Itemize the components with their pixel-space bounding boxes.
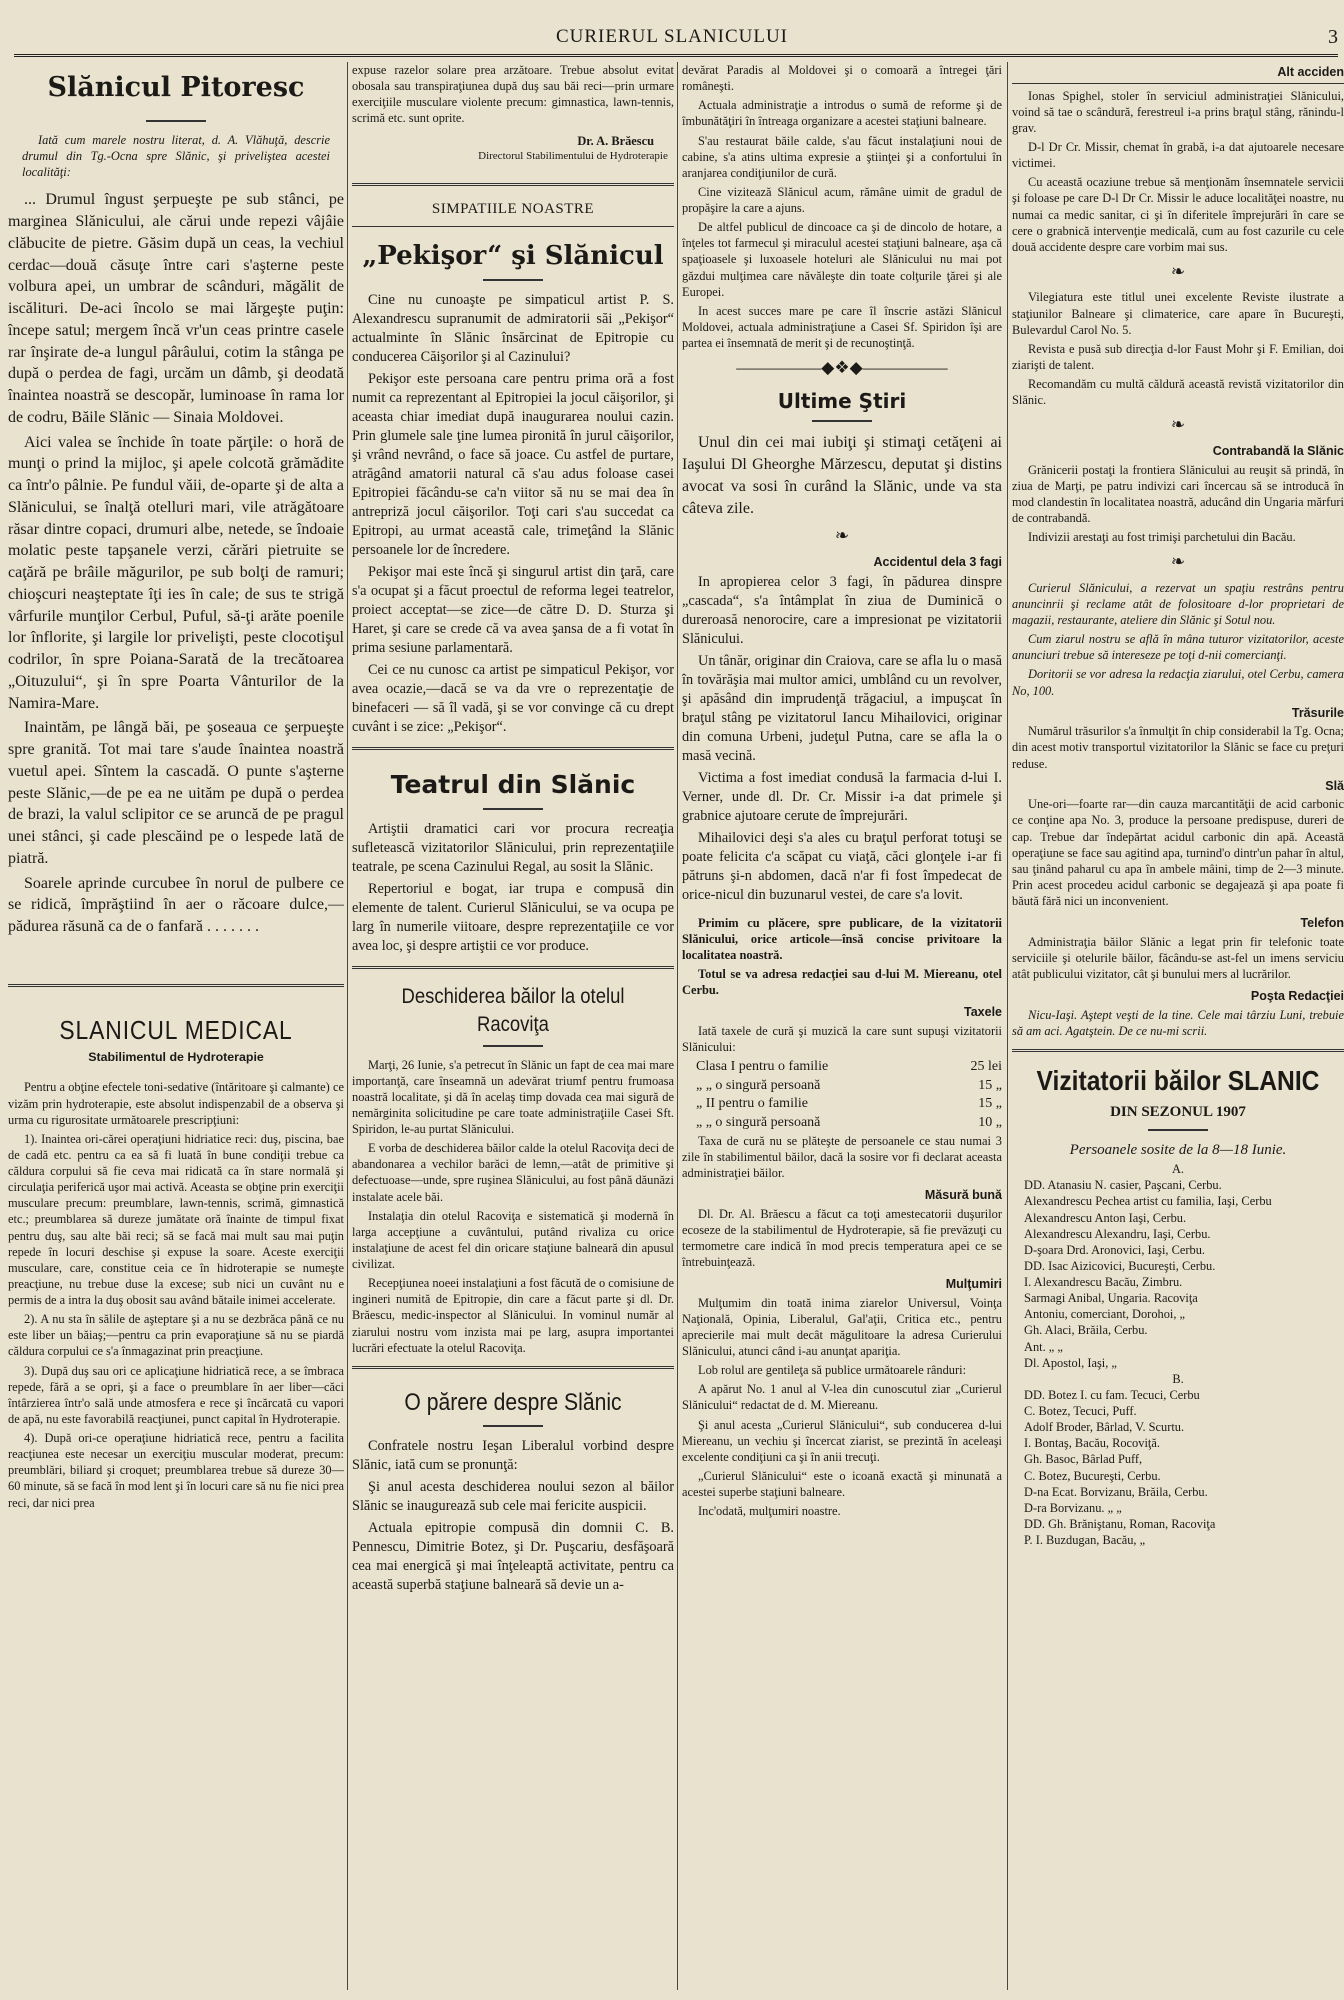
title-dash	[483, 1425, 543, 1427]
list-item: Gh. Alaci, Brăila, Cerbu.	[1024, 1323, 1148, 1338]
list-item: Alexandrescu Alexandru, Iaşi, Cerbu.	[1024, 1226, 1211, 1241]
visitor-list-a	[1012, 1177, 1344, 1371]
parere-continuation: In acest succes mare pe care îl înscrie astăzi Slănicul Moldovei, actuala administraţiune a Casei Sf. Spiridon îşi are partea ei însemnată de merit şi de recunoştinţă.	[682, 303, 1002, 350]
contrabanda-heading: Contrabandă la Slănic	[1212, 443, 1344, 458]
multumiri-paragraph: „Curierul Slănicului“ este o icoană exactă şi minunată a acestei superbe staţiuni balneare.	[682, 1468, 1002, 1499]
list-item: Antoniu, comerciant, Dorohoi, „	[1024, 1307, 1186, 1322]
title-dash	[483, 279, 543, 281]
ornament-rule: —————◆❖◆—————	[736, 358, 948, 378]
slanic-paragraph: Une-ori—foarte rar—din cauza marcantităţii de acid carbonic ce conţine apa No. 3, produce la persoane predispuse, dureri de cap. Trebue dar îndepărtat acidul carbonic din apă. Această operaţiune se face sau agitind apa, turnind'o dintr'un pahar în altul, sau ţinând paharul cu apa în ambele mâini, timp de 2—3 minute. Prin acest procedeu acidul carbonic se degajează şi apa poate fi băută fără nici un inconvenient.	[1012, 797, 1344, 909]
list-item: I. Alexandrescu Bacău, Zimbru.	[1024, 1275, 1183, 1290]
newspaper-title: CURIERUL SLANICULUI	[555, 26, 789, 47]
vilegiatura-paragraph: Vilegiatura este titlul unei excelente Reviste ilustrate a staţiunilor Balneare şi climaterice, care apare în Bucureşti, Bulevardul Carol No. 5.	[1012, 290, 1344, 337]
table-row: „ II pentru o familie 15 „	[696, 1096, 1002, 1112]
racovita-paragraph: Marţi, 26 Iunie, s'a petrecut în Slănic un fapt de cea mai mare importanţă, care înseamnă un adevărat triumf pentru frumoasa noastră localitate, şi dă în acelaş timp dovada cea mai sigură de nemărginita solicitudine pe care toate administraţiile Casei Sft. Spiridon, le-au purtat Slănicului.	[352, 1057, 674, 1137]
pekisor-paragraph: Pekişor mai este încă şi singurul artist din ţară, care s'a ocupat şi a făcut proectul de reforma legei teatrelor, proiect acceptat—se zice—de către D. D. Sturza şi Haret, şi care se crede că va avea şansa de a fi votat în prima sesiune parlamentară.	[352, 564, 674, 657]
alt-accident-paragraph: Cu această ocaziune trebue să menţionăm însemnatele servicii şi foloase pe care D-l Dr Cr. Missir le aduce localităţei noastre, nu numai ca medic sanitar, ci şi în diferitele împrejurări în care se cere o grabnică intervenţie medicală, cum au fost cazurile cu cele două accidente despre care vorbim mai sus.	[1012, 175, 1344, 254]
medical-paragraph: 3). După duş sau ori ce aplicaţiune hidriatică rece, a se îmbraca repede, fără a se opri, şi a face o preumblare în aer liber—căci întârzierea într'o sală unde atmosfera e rece şi încărcată cu vapori de apă, nu este favorabilă reacţiunei, punct capital în Hydroterapie.	[8, 1363, 344, 1426]
multumiri-paragraph: Lob rolul are gentileţa să publice următoarele rânduri:	[698, 1363, 967, 1378]
section-label: SIMPATIILE NOASTRE	[431, 200, 595, 217]
list-item: D-şoara Drd. Aronovici, Iaşi, Cerbu.	[1024, 1242, 1205, 1257]
pekisor-paragraph: Cine nu cunoaşte pe simpaticul artist P. S. Alexandrescu supranumit de admiratorii săi „Pekişor“ actualminte în Slănic însărcinat de Epitropie cu conducerea Căişorilor şi al Cazinului?	[352, 292, 674, 366]
medical-paragraph: 4). După ori-ce operaţiune hidriatică rece, pentru a facilita reacţiunea este necesar un exerciţiu muscular moderat, precum: preumblări, biliard şi croquet; preumblarea trebue să dureze 30—60 minute, să se facă în mod lent şi în locuri care să nu fie nici prea reci, dar nici prea	[8, 1431, 344, 1510]
accident-paragraph: Mihailovici deşi s'a ales cu braţul perforat totuşi se poate felicita c'a scăpat cu viaţă, căci glonţele i-ar fi pătruns şi-n abdomen, dacă n'ar fi fost împedecat de orice-nicul din buzunarul vestei, de care s'a lovit.	[682, 829, 1002, 903]
table-row: „ „ o singură persoană 15 „	[696, 1077, 1002, 1093]
taxe-intro: Iată taxele de cură şi muzică la care sunt supuşi vizitatorii Slănicului:	[682, 1023, 1002, 1054]
trasurile-heading: Trăsurile	[1291, 705, 1344, 720]
vilegiatura-paragraph: Recomandăm cu multă căldură această revistă vizitatorilor din Slănic.	[1012, 377, 1344, 408]
visitor-list-b	[1012, 1387, 1344, 1548]
column-divider	[347, 62, 348, 1990]
parere-paragraph: Actuala epitropie compusă din domnii C. B. Pennescu, Dimitrie Botez, şi Dr. Puşcariu, desfăşoară cea mai energică şi mai înţeleaptă activitate, pentru ca această superbă staţiune balneară să devie un a-	[352, 1519, 674, 1593]
parere-paragraph: Confratele nostru Ieşan Liberalul vorbind despre Slănic, iată cum se pronunţă:	[352, 1437, 674, 1473]
list-item: Gh. Basoc, Bârlad Puff,	[1024, 1452, 1143, 1467]
list-item: Alexandrescu Anton Iaşi, Cerbu.	[1024, 1210, 1187, 1225]
section-separator	[352, 183, 674, 186]
pekisor-paragraph: Cei ce nu cunosc ca artist pe simpaticul Pekişor, vor avea ocazie,—dacă se va da vre o reprezentaţie de binefaceri — să îl vadă, şi se vor convinge că cu drept cuvânt i se zice: „Pekişor“.	[352, 662, 674, 736]
article-title-vizitatorii: Vizitatorii băilor SLANIC	[1036, 1065, 1320, 1097]
alt-accident-paragraph: Ionas Spighel, stoler în serviciul administraţiei Slănicului, voind să tae o scândură, ferestreul i-a prins braţul stâng, rănindu-l grav.	[1012, 88, 1344, 135]
article-title-parere: O părere despre Slănic	[404, 1388, 622, 1416]
parere-continuation: S'au restaurat băile calde, s'au făcut instalaţiuni noui de cabine, s'a atins ultima expresie a ştiinţei şi a confortului în aranjarea condiţiunilor de cură.	[682, 133, 1002, 180]
teatrul-paragraph: Repertoriul e bogat, iar trupa e compusă din elemente de talent. Curierul Slănicului, se va ocupa pe larg în numerile viitoare, despre reprezentaţiile ce vor avea loc, şi despre artiştii ce vor produce.	[352, 880, 674, 954]
multumiri-paragraph: Inc'odată, mulţumiri noastre.	[698, 1504, 841, 1519]
page-number: 3	[1328, 26, 1338, 48]
medical-subtitle: Stabilimentul de Hydroterapie	[88, 1050, 264, 1065]
racovita-paragraph: Recepţiunea noeei instalaţiuni a fost făcută de o comisiune de ingineri numită de Epitropie, din care a făcut parte şi dl. Dr. Brăescu, medic-inspector al Slănicului. In vominul număr al ziarului nostru vom inzista mai pe larg, asupra importantei lucrări efectuate la otelul Racoviţa.	[352, 1276, 674, 1355]
medical-paragraph: Pentru a obţine efectele toni-sedative (întăritoare şi calmante) ce vizăm prin hydroterapie, este absolut indispenzabil de a observa şi urma cu rigurositate următoarele prescripţiuni:	[8, 1080, 344, 1127]
list-item: Dl. Apostol, Iaşi, „	[1024, 1355, 1117, 1370]
list-item: C. Botez, Bucureşti, Cerbu.	[1024, 1468, 1161, 1483]
telefon-heading: Telefon	[1300, 916, 1344, 931]
list-item: C. Botez, Tecuci, Puff.	[1024, 1404, 1137, 1419]
rezervat-paragraph: Doritorii se vor adresa la redacţia ziarului, otel Cerbu, camera No, 100.	[1012, 667, 1344, 698]
column-3	[682, 62, 1002, 1992]
racovita-paragraph: E vorba de deschiderea băilor calde la otelul Racoviţa deci de abandonarea a vechilor barăci de lemn,—atât de primitive şi defectuoase—unde, spre ruşinea Slănicului, au fost până dăunăzi instalate acele băi.	[352, 1141, 674, 1204]
list-item: DD. Atanasiu N. casier, Paşcani, Cerbu.	[1024, 1178, 1222, 1193]
section-separator	[352, 747, 674, 750]
alt-accident-paragraph: D-l Dr Cr. Missir, chemat în grabă, i-a dat ajutoarele necesare victimei.	[1012, 140, 1344, 171]
posta-heading: Poşta Redacţiei	[1250, 989, 1344, 1004]
multumiri-heading: Mulţumiri	[945, 1277, 1002, 1291]
multumiri-paragraph: Şi anul acesta „Curierul Slănicului“, sub conducerea d-lui Miereanu, un vechiu şi încercat ziarist, se prezintă în aceleaşi excelente condiţiuni ca şi în anii trecuţi.	[682, 1417, 1002, 1464]
section-separator	[352, 1366, 674, 1369]
list-item: DD. Isac Aizicovici, Bucureşti, Cerbu.	[1024, 1258, 1216, 1273]
medical-paragraph: 2). A nu sta în sălile de aşteptare şi a nu se dezbrăca până ce nu este liber un băiaş;—pentru ca prin evaporaţiune să nu se piardă căldura corpului ce s'a înmagazinat prin preacţiune.	[8, 1312, 344, 1359]
rezervat-paragraph: Curierul Slănicului, a rezervat un spaţiu restrâns pentru anuncinrii şi reclame atât de folositoare d-lor proprietari de magazii, restaurante, ateliere din Slănic şi Sotul nou.	[1012, 580, 1344, 628]
posta-paragraph: Nicu-Iaşi. Aştept veşti de la tine. Cele mai târziu Luni, trebuie să am aci. Agatştein. De ce nu-mi scrii.	[1012, 1007, 1344, 1038]
title-dash	[812, 420, 872, 422]
pitoresc-paragraph: Aici valea se închide în toate părţile: o horă de munţi o prind la mijloc, şi apele colcotă grămădite ca într'o pâlnie. Pe fundul văii, de-oparte şi de alta a Slănicului, se înalţă otelluri mari, vile atrăgătoare răsar dintre copaci, drumuri albe, netede, se îndoaie molatic peste tapşanele verzi, cărări pietruite se caţără pe brâile măgurilor, pe sub bolţi de ramuri; chioşcuri neaşteptate îţi ies în cale; de sus te strigă vârfurile munţilor Cerbul, Puful, să-ţi arăte poenile lor înflorite, şi largile lor privelişti, peste clocotişul codrilor, în spre Poiana-Sarată de la trecătoarea „Oituzului“, şi în spre Poarta Vânturilor de la Namira-Mare.	[8, 433, 344, 712]
teatrul-paragraph: Artiştii dramatici cari vor procura recreaţia sufletească vizitatorilor Slănicului, prin reprezentaţiile teatrale, pe scena Cazinului Regal, au sosit la Slănic.	[352, 820, 674, 875]
ornament-icon: ❧	[834, 526, 850, 546]
article-title-pekisor: „Pekişor“ şi Slănicul	[362, 240, 664, 271]
list-item: I. Bontaş, Bacău, Rocoviţă.	[1024, 1436, 1160, 1451]
masura-heading: Măsură bună	[924, 1187, 1002, 1202]
list-item: Sarmagi Anibal, Ungaria. Racoviţa	[1024, 1291, 1198, 1306]
vizitatorii-subtitle: DIN SEZONUL 1907	[1110, 1104, 1246, 1121]
group-letter: A.	[1171, 1162, 1185, 1177]
trasurile-paragraph: Numărul trăsurilor s'a înmulţit în chip considerabil la Tg. Ocna; din acest motiv transportul vizitatorilor la Slănic se face cu preţuri reduse.	[1012, 724, 1344, 771]
parere-paragraph: Şi anul acesta deschiderea noului sezon al băilor Slănic se inaugurează sub cele mai fericite auspicii.	[352, 1478, 674, 1514]
list-item: Adolf Broder, Bârlad, V. Scurtu.	[1024, 1420, 1185, 1435]
ultime-paragraph: Unul din cei mai iubiţi şi stimaţi cetăţeni ai Iaşului Dl Gheorghe Mărzescu, deputat şi distins avocat va sosi în curând la Slănic, unde va sta câteva zile.	[682, 434, 1002, 517]
pitoresc-paragraph: Soarele aprinde curcubee în norul de pulbere ce se ridică, împrăştiind în aer o răcoare dulce,—pădurea răsună ca de o fanfară . . . . . . .	[8, 874, 344, 936]
column-2	[352, 62, 674, 1992]
column-divider	[1007, 62, 1008, 1990]
article-title-racovita: Deschiderea băilor la otelul Racoviţa	[401, 984, 625, 1036]
notice-paragraph: Totul se va adresa redacţiei sau d-lui M. Miereanu, otel Cerbu.	[682, 966, 1002, 998]
vilegiatura-paragraph: Revista e pusă sub direcţia d-lor Faust Mohr şi F. Emilian, doi ziarişti de talent.	[1012, 341, 1344, 372]
multumiri-paragraph: Mulţumim din toată inima ziarelor Universul, Voinţa Naţională, Opinia, Liberalul, Gal'aţii, Critica etc., pentru aprecierile mai mult decât măgulitoare la adresa Curierului Slănicului, atunci când i-au anunţat apariţia.	[682, 1295, 1002, 1358]
taxe-outro: Taxa de cură nu se plăteşte de persoanele ce stau numai 3 zile în stabilimentul băilor, dacă la sosire vor fi declarat aceasta administraţiei băilor.	[682, 1133, 1002, 1180]
rezervat-paragraph: Cum ziarul nostru se află în mâna tuturor vizitatorilor, aceste anunciuri trebue să intereseze pe toţi d-nii comercianţi.	[1012, 632, 1344, 663]
list-item: D-ra Borvizanu. „ „	[1024, 1500, 1122, 1515]
column-1	[8, 62, 344, 1992]
accident-paragraph: Victima a fost imediat condusă la farmacia d-lui I. Verner, unde dl. Dr. Cr. Missir i-a dat primele şi grabnice ajutoare cerute de împrejurări.	[682, 769, 1002, 824]
column-4	[1012, 62, 1344, 1992]
group-letter: B.	[1172, 1371, 1184, 1386]
pekisor-paragraph: Pekişor este persoana care pentru prima oră a fost numit ca reprezentant al Epitropiei la jocul căişorilor, şi aceasta chiar imediat după inaugurarea noului cazin. Prin glumele sale ţine lumea pironită în jurul căişorilor, şi vrând nevrând, o face să joace. Cu astfel de purtare, atrăgând amatorii natural că s'au adus foloase casei Epitropiei făcându-se ca'n viitor să nu se mai dea în antrepriză jocul căişorilor. Toţi cari s'au succedat ca Epitropi, au urmat această cale, trimeţând la Slănic persoanele lor de încredere.	[352, 371, 674, 559]
pitoresc-paragraph: ... Drumul îngust şerpueşte pe sub stânci, pe marginea Slănicului, ale cărui unde repezi vâjâie clăbucite de pietre. Găsim după un ceas, la vechiul cerdac—două căsuţe între cari s'aşterne peste volbura apei, un umbrar de scânduri, măgălit de iscălituri. De-aci încolo se mai lărgeşte puţin: începe satul; mergem încă vr'un ceas printre casele rar înşirate de-a lungul pârâului, cotim la stânga pe după o perdea de fagi, urcăm un dâmb, şi deodată înaintea noastră se descopăr, luminoase în rama lor de codru, Băile Slănic — Sinaia Moldovei.	[8, 191, 344, 426]
ornament-icon: ❧	[1170, 261, 1186, 281]
parere-continuation: Actuala administraţie a introdus o sumă de reforme şi de îmbunătăţiri în întreaga organizare a acestei staţiuni balneare.	[682, 98, 1002, 129]
title-dash	[146, 120, 206, 122]
section-separator	[352, 966, 674, 969]
ornament-icon: ❧	[1170, 415, 1186, 435]
parere-continuation: Cine vizitează Slănicul acum, rămâne uimit de gradul de propăşire la care a ajuns.	[682, 184, 1002, 215]
medical-continuation: expuse razelor solare prea arzătoare. Trebue absolut evitat obosala sau transpiraţiunea după duş sau băi reci—prin urmare exerciţiile musculare violente precum: gimnastica, lawn-tennis, scrimă etc. sunt oprite.	[352, 63, 674, 126]
masura-paragraph: Dl. Dr. Al. Brăescu a făcut ca toţi amestecatorii duşurilor ecoseze de la stabilimentul de Hydroterapie, să fie prevăzuţi cu termometre care indică în mod precis temperatura apei ce se întrebuinţează.	[682, 1206, 1002, 1269]
article-title-teatrul: Teatrul din Slănic	[390, 770, 636, 800]
accident-heading: Accidentul dela 3 fagi	[873, 554, 1002, 569]
title-dash	[483, 1045, 543, 1047]
telefon-paragraph: Administraţia băilor Slănic a legat prin fir telefonic toate serviciile şi otelurile băilor, făcându-se ast-fel un imens serviciu atât publicului vizitator, cât şi bunului mers al lucrărilor.	[1012, 934, 1344, 982]
list-item: DD. Gh. Brăniştanu, Roman, Racoviţa	[1024, 1516, 1216, 1531]
multumiri-paragraph: A apărut No. 1 anul al V-lea din cunoscutul ziar „Curierul Slănicului“ redactat de d. M. Miereanu.	[682, 1382, 1002, 1413]
contrabanda-paragraph: Grănicerii postaţi la frontiera Slănicului au reuşit să prindă, în ziua de Marţi, pe patru indivizi cari încercau să se introducă în mod clandestin în localitatea noastră, aducând din Ungaria mărfuri de contrabandă.	[1012, 462, 1344, 525]
list-item: D-na Ecat. Borvizanu, Brăila, Cerbu.	[1024, 1484, 1208, 1499]
title-dash	[483, 808, 543, 810]
accident-paragraph: Un tânăr, originar din Craiova, care se afla lu o masă în tovărăşia mai multor amici, umblând cu un revolver, şi apăsând din imprudenţă trăgaciul, a impuşcat în braţul stâng pe vizitatorul Iancu Mihailovici, originar din comuna Urbeni, judeţul Putna, care se afla la o masă vecină.	[682, 652, 1002, 764]
signature-role: Directorul Stabilimentului de Hydroterapie	[478, 149, 668, 162]
title-dash	[1148, 1129, 1208, 1131]
article-title-pitoresc: Slănicul Pitoresc	[47, 72, 305, 103]
vizitatorii-dates: Persoanele sosite de la 8—18 Iunie.	[1069, 1142, 1287, 1159]
list-item: Alexandrescu Pechea artist cu familia, Iaşi, Cerbu	[1024, 1194, 1272, 1209]
notice-paragraph: Primim cu plăcere, spre publicare, de la vizitatorii Slănicului, orice articole—însă concise privitoare la localitatea noastră.	[682, 915, 1002, 962]
section-separator	[8, 984, 344, 987]
accident-paragraph: In apropierea celor 3 fagi, în pădurea dinspre „cascada“, s'a întâmplat în ziua de Duminică o dureroasă nenorocire, care a impresionat pe vizitatorii Slănicului.	[682, 573, 1002, 647]
column-divider	[677, 62, 678, 1990]
page-header	[0, 0, 1344, 54]
slanic-heading: Slă	[1325, 778, 1344, 793]
table-row: Clasa I pentru o familie 25 lei	[696, 1059, 1002, 1075]
racovita-paragraph: Instalaţia din otelul Racoviţa e sistematică şi modernă în larga accepţiune a cuvântului, putând rivaliza cu orice instalaţiune de acest fel din oricare staţiune balneară din apusul civilizat.	[352, 1208, 674, 1272]
pitoresc-paragraph: Inaintăm, pe lângă băi, pe şoseaua ce şerpueşte spre granită. Tot mai tare s'aude înaintea noastră vuetul apei. Sîntem la cascadă. O punte s'aşterne peste Slănic,—de pe ea ne uităm pe după o perdea de brazi, la valul sclipitor ce se aruncă de pe pragul unei stânci, şi cade plescăind pe o lespede lată de piatră.	[8, 719, 344, 867]
table-row: „ „ o singură persoană 10 „	[696, 1114, 1002, 1130]
parere-continuation: devărat Paradis al Moldovei şi o comoară a întregei ţări româneşti.	[682, 63, 1002, 94]
list-item: DD. Botez I. cu fam. Tecuci, Cerbu	[1024, 1387, 1200, 1402]
list-item: P. I. Buzdugan, Bacău, „	[1024, 1533, 1146, 1548]
article-title-medical: SLANICUL MEDICAL	[59, 1014, 293, 1045]
section-separator	[1012, 1049, 1344, 1052]
contrabanda-paragraph: Indivizii arestaţi au fost trimişi parchetului din Bacău.	[1028, 530, 1296, 545]
medical-paragraph: 1). Inaintea ori-cărei operaţiuni hidriatice reci: duş, piscina, bae de cadă etc. pentru ca ea să fi luată în bune condiţii trebue ca căldura corpului să fie ceva mai ridicată ca în stare normală şi circulaţia periferică uşor mai activă. Aceasta se obţine prin exerciţii musculare precum: preumblare, lawn-tennis, scrimă, gimnastică etc.; preumblarea să dureze jumătate oră înainte de timpul fixat pentru duş, sau alte băi reci; să se facă mai mult sau mai puţin repede în locuri deschise şi expuse la soare. Aceste exerciţii musculare, care, constitue ceia ce în hidroterapie se numeşte preacţiune, nu trebue duse la excese; sub nici un cuvânt nu e permis de a intra la duş obosit sau având bătaile inimei accelerate.	[8, 1131, 344, 1308]
list-item: Ant. „ „	[1024, 1339, 1063, 1354]
pitoresc-intro: Iată cum marele nostru literat, d. A. Vlăhuţă, descrie drumul din Tg.-Ocna spre Slănic, şi priveliştea acestei localităţi:	[22, 132, 330, 180]
parere-continuation: De altfel publicul de dincoace ca şi de dincolo de hotare, a înţeles tot farmecul şi miraculul acestei staţiuni balneare, aşa că spaţioasele şi luxoasele hoteluri ale Slănicului nu mai pot găzdui mulţimea care năvăleşte din toate colţurile ţărei şi ale Europei.	[682, 220, 1002, 299]
ornament-icon: ❧	[1170, 552, 1186, 572]
signature-name: Dr. A. Brăescu	[577, 133, 654, 148]
alt-accident-heading: Alt acciden	[1277, 65, 1344, 79]
article-title-ultime: Ultime Ştiri	[777, 388, 907, 413]
taxe-table	[682, 1058, 1002, 1132]
header-rule	[14, 54, 1338, 57]
taxe-heading: Taxele	[964, 1005, 1002, 1020]
